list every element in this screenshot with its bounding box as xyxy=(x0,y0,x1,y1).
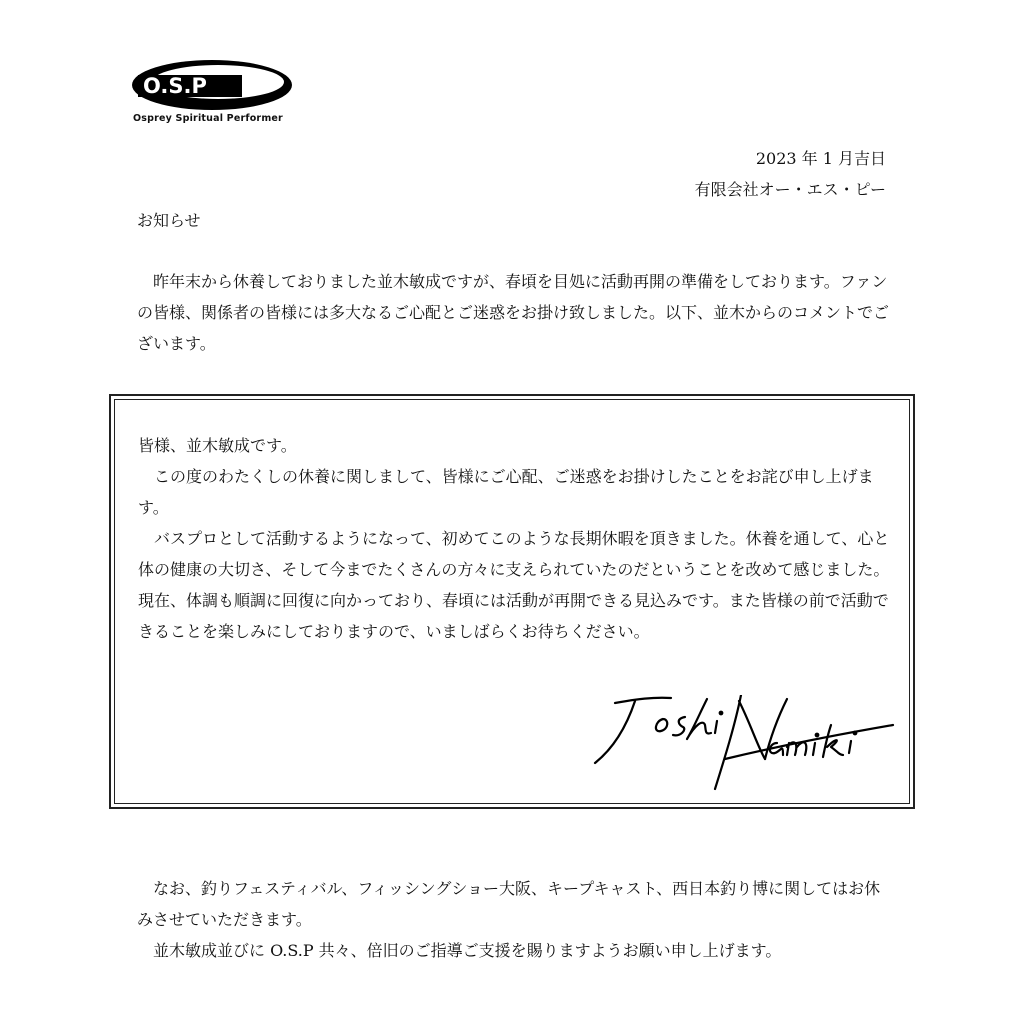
logo-tagline: Osprey Spiritual Performer xyxy=(133,113,283,124)
signature-handwriting xyxy=(575,695,895,805)
signature xyxy=(575,695,895,805)
issue-date: 2023 年 1 月吉日 xyxy=(755,149,886,168)
closing-section xyxy=(137,873,889,966)
osp-logo-mark xyxy=(130,58,295,112)
closing-paragraph-thanks: 並木敏成並びに O.S.P 共々、倍旧のご指導ご支援を賜りますようお願い申し上げます。 xyxy=(153,941,782,960)
comment-paragraph-recovery: バスプロとして活動するようになって、初めてこのような長期休暇を頂きました。休養を通して、心と体の健康の大切さ、そして今までたくさんの方々に支えられていたのだということを改めて感じました。現在、体調も順調に回復に向かっており、春頃には活動が再開できる見込みです。また皆様の前で活動できることを楽しみにしておりますので、いましばらくお待ちください。 xyxy=(138,529,890,641)
company-name: 有限会社オー・エス・ピー xyxy=(694,180,886,199)
closing-paragraph-events: なお、釣りフェスティバル、フィッシングショー大阪、キープキャスト、西日本釣り博に関してはお休みさせていただきます。 xyxy=(137,879,881,929)
logo-mark-text: O.S.P xyxy=(143,74,207,98)
comment-body xyxy=(138,430,898,647)
notice-title: お知らせ xyxy=(137,211,201,230)
comment-frame xyxy=(109,394,915,809)
comment-frame-inner xyxy=(114,399,910,804)
comment-greeting: 皆様、並木敏成です。 xyxy=(138,436,297,455)
osp-logo xyxy=(130,58,295,128)
comment-paragraph-apology: この度のわたくしの休養に関しまして、皆様にご心配、ご迷惑をお掛けしたことをお詫び申し上げます。 xyxy=(138,467,874,517)
intro-paragraph: 昨年末から休養しておりました並木敏成ですが、春頃を目処に活動再開の準備をしております。ファンの皆様、関係者の皆様には多大なるご心配とご迷惑をお掛け致しました。以下、並木からのコメントでございます。 xyxy=(137,272,890,353)
